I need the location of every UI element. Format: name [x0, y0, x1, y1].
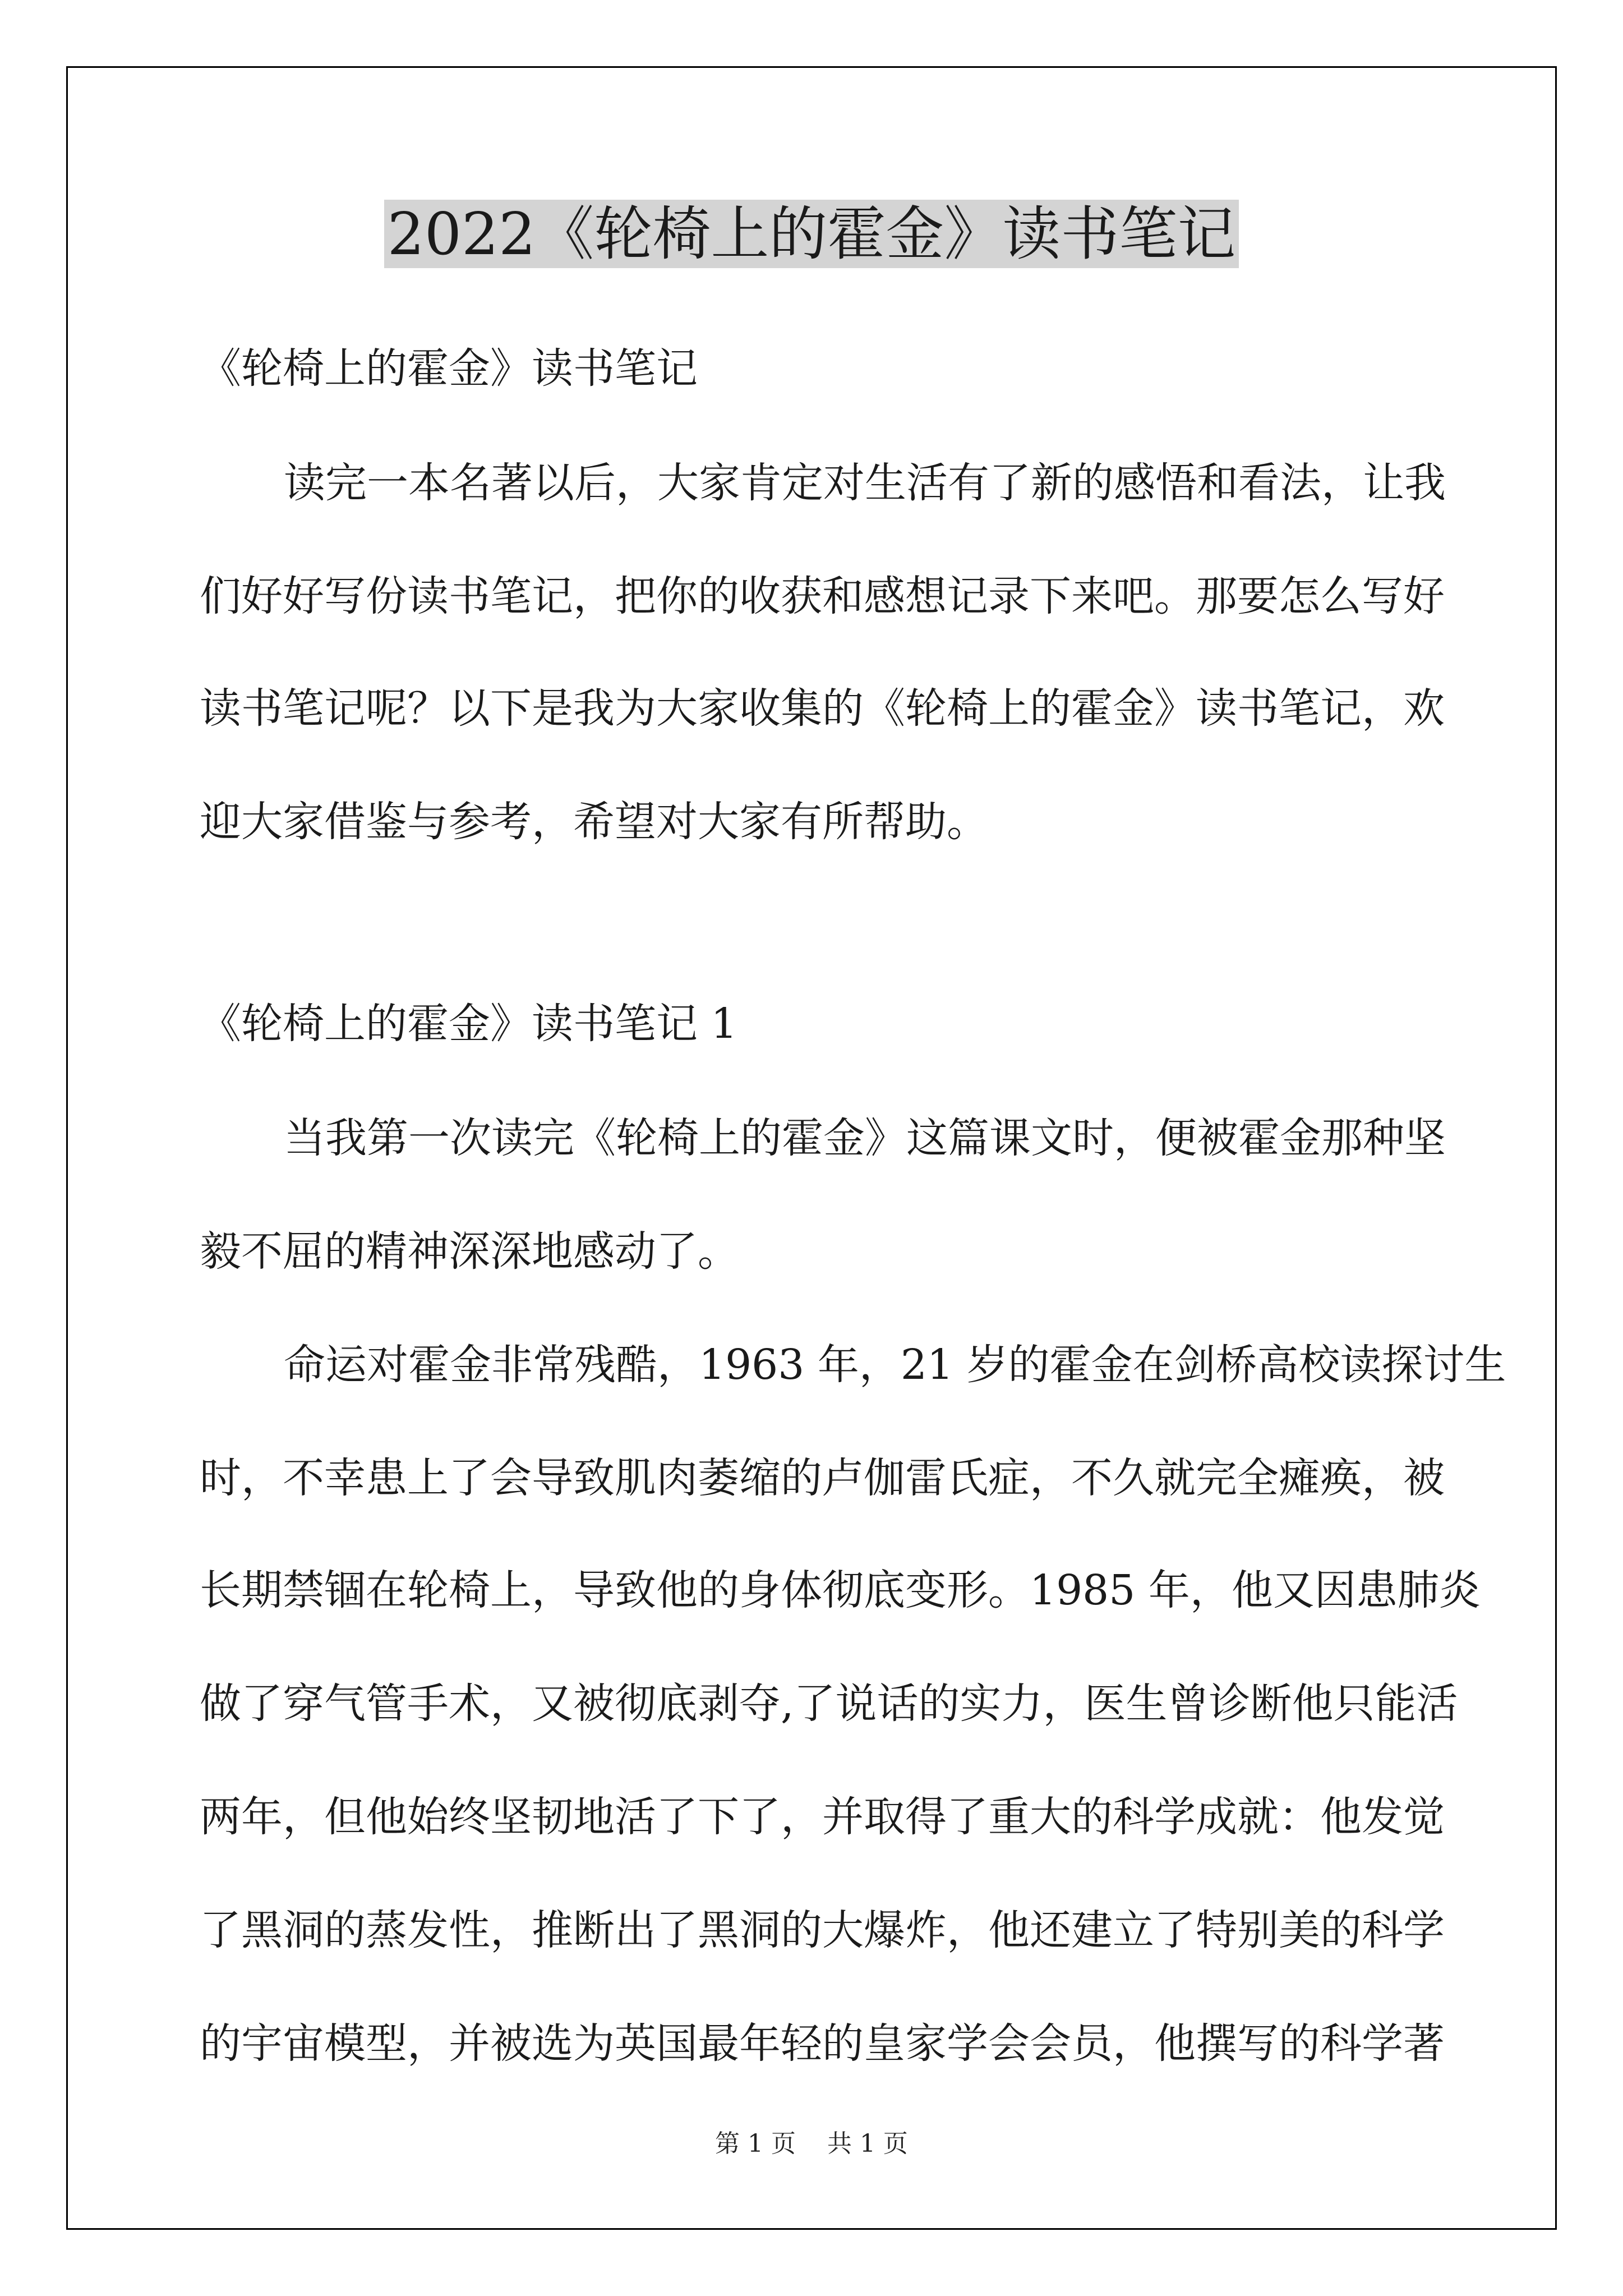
paragraph-line: 做了穿气管手术，又被彻底剥夺,了说话的实力，医生曾诊断他只能活 [200, 1680, 1458, 1728]
paragraph-line: 的宇宙模型，并被选为英国最年轻的皇家学会会员，他撰写的科学著 [200, 2019, 1445, 2068]
intro-line: 读书笔记呢？以下是我为大家收集的《轮椅上的霍金》读书笔记，欢 [200, 684, 1445, 733]
intro-line: 们好好写份读书笔记，把你的收获和感想记录下来吧。那要怎么写好 [200, 572, 1445, 620]
paragraph-line: 两年，但他始终坚韧地活了下了，并取得了重大的科学成就：他发觉 [200, 1793, 1445, 1841]
paragraph-line: 当我第一次读完《轮椅上的霍金》这篇课文时，便被霍金那种坚 [284, 1114, 1446, 1162]
intro-line: 读完一本名著以后，大家肯定对生活有了新的感悟和看法，让我 [284, 459, 1446, 507]
document-title-text: 2022《轮椅上的霍金》读书笔记 [384, 200, 1239, 268]
page-number-footer: 第 1 页 共 1 页 [715, 2129, 908, 2158]
paragraph-line: 长期禁锢在轮椅上，导致他的身体彻底变形。1985 年，他又因患肺炎 [200, 1566, 1481, 1614]
paragraph-line: 时，不幸患上了会导致肌肉萎缩的卢伽雷氏症，不久就完全瘫痪，被 [200, 1454, 1445, 1502]
section-heading: 《轮椅上的霍金》读书笔记 1 [200, 1000, 737, 1048]
paragraph-line: 了黑洞的蒸发性，推断出了黑洞的大爆炸，他还建立了特别美的科学 [200, 1906, 1445, 1954]
subtitle: 《轮椅上的霍金》读书笔记 [200, 344, 698, 393]
intro-line: 迎大家借鉴与参考，希望对大家有所帮助。 [200, 798, 988, 846]
document-title [0, 192, 1623, 276]
paragraph-line: 毅不屈的精神深深地感动了。 [200, 1227, 739, 1276]
paragraph-line: 命运对霍金非常残酷，1963 年，21 岁的霍金在剑桥高校读探讨生 [284, 1341, 1506, 1389]
